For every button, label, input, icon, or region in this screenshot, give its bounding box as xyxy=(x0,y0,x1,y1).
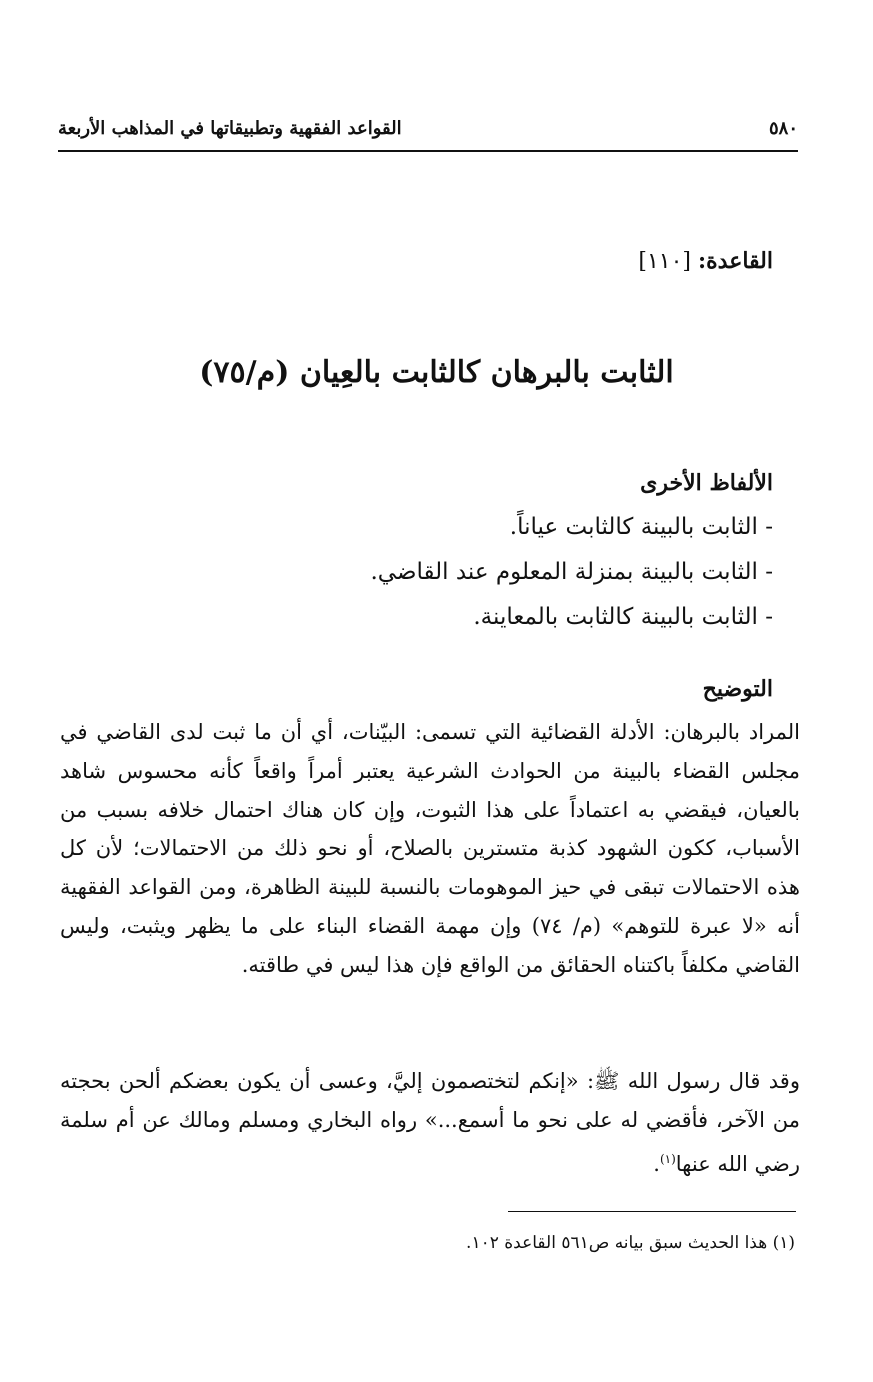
synonym-item: - الثابت بالبينة كالثابت عياناً. xyxy=(509,514,773,540)
footnote-divider xyxy=(508,1211,796,1212)
page-number: ٥٨٠ xyxy=(768,118,798,139)
book-title: القواعد الفقهية وتطبيقاتها في المذاهب الأربعة xyxy=(58,118,402,139)
synonym-item: - الثابت بالبينة كالثابت بالمعاينة. xyxy=(473,604,773,630)
hadith-text: وقد قال رسول الله ﷺ: «إنكم لتختصمون إليَّ، وعسى أن يكون بعضكم ألحن بحجته من الآخر، فأقضي له على نحو ما أسمع...» رواه البخاري ومسلم ومالك عن أم سلمة رضي الله عنها xyxy=(60,1069,800,1176)
synonyms-list xyxy=(73,505,773,640)
footnote: (١) هذا الحديث سبق بيانه ص٥٦١ القاعدة ١٠٢. xyxy=(466,1233,795,1253)
rule-label: القاعدة: xyxy=(698,248,773,274)
running-header xyxy=(58,110,798,152)
explanation-paragraph-1: المراد بالبرهان: الأدلة القضائية التي تسمى: البيّنات، أي أن ما ثبت لدى القاضي في مجلس القضاء بالبينة من الحوادث الشرعية يعتبر أمراً واقعاً كأنه محسوس شاهد بالعيان، فيقضي به اعتماداً على هذا الثبوت، وإن كان هناك احتمال خلافه بسبب من الأسباب، ككون الشهود كذبة متسترين بالصلاح، أو نحو ذلك من الاحتمالات؛ لأن كل هذه الاحتمالات تبقى في حيز الموهومات بالنسبة للبينة الظاهرة، ومن القواعد الفقهية أنه «لا عبرة للتوهم» (م/ ٧٤) وإن مهمة القضاء البناء على ما يظهر ويثبت، وليس القاضي مكلفاً باكتناه الحقائق من الواقع فإن هذا ليس في طاقته. xyxy=(60,720,800,977)
explanation-paragraph-2 xyxy=(60,1062,800,1183)
rule-number-value: [١١٠] xyxy=(638,249,692,274)
paragraph-end-punct: . xyxy=(653,1151,660,1176)
rule-title: الثابت بالبرهان كالثابت بالعِيان (م/٧٥) xyxy=(199,355,674,390)
explanation-heading: التوضيح xyxy=(702,676,773,702)
synonym-item: - الثابت بالبينة بمنزلة المعلوم عند القاضي. xyxy=(370,559,773,585)
synonyms-heading: الألفاظ الأخرى xyxy=(640,470,773,496)
rule-number xyxy=(638,248,773,274)
footnote-reference: (١) xyxy=(659,1151,676,1166)
